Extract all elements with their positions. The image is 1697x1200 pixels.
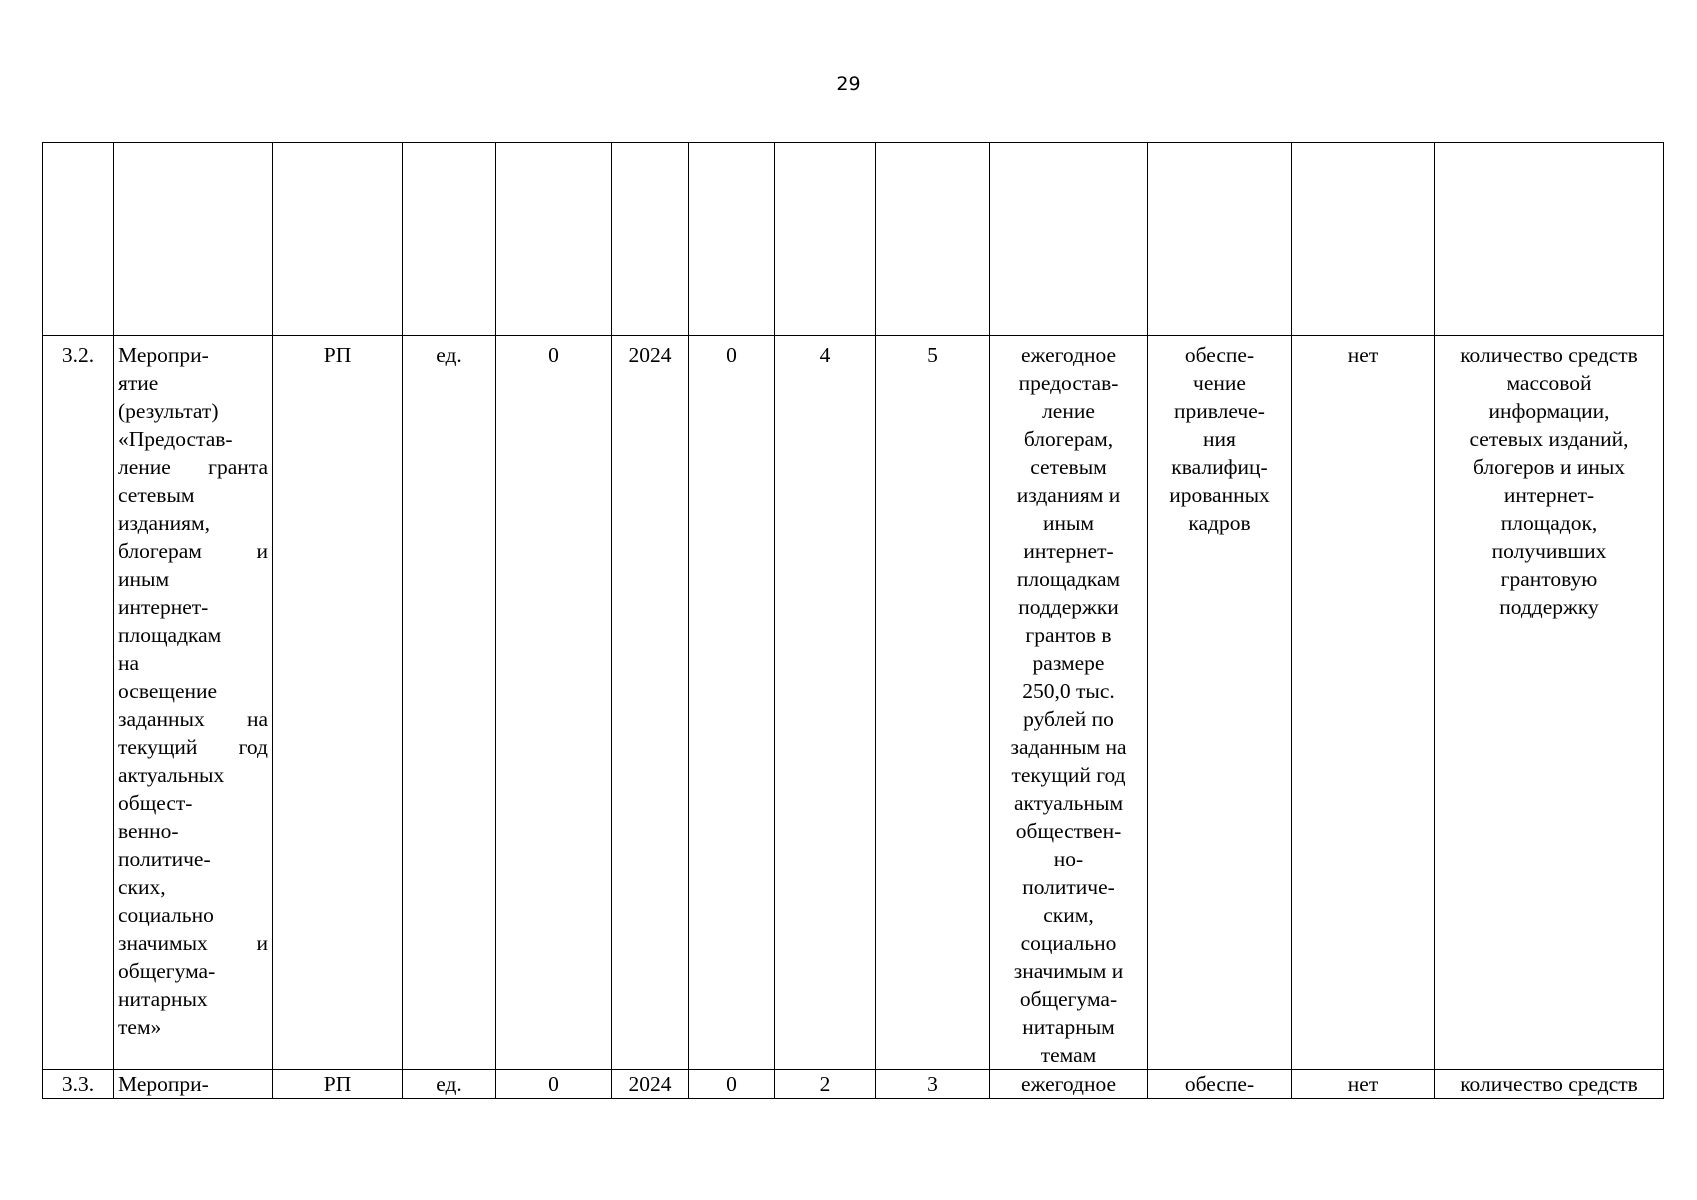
- measure-name-line: социально: [118, 903, 214, 927]
- row-number: 3.3.: [43, 1070, 114, 1099]
- cell-text-line: информации,: [1488, 399, 1610, 423]
- measure-name-line: освещение: [118, 679, 218, 703]
- table-row: [43, 336, 1664, 1070]
- indicator-cell: количество средств: [1435, 1070, 1664, 1099]
- cell-text-line: обеспе-: [1184, 343, 1255, 367]
- measure-name-line: венно-: [118, 819, 179, 843]
- cell-text-line: блогерам,: [1023, 427, 1114, 451]
- measure-name-line: общест-: [118, 791, 193, 815]
- measure-name-line: изданиям,: [118, 511, 210, 535]
- measure-name-line: текущий год: [118, 735, 268, 759]
- measure-name-line: заданных на: [118, 707, 268, 731]
- measure-name-line: ских,: [118, 875, 166, 899]
- measure-name-line: «Предостав-: [118, 427, 233, 451]
- goal-cell: [1148, 336, 1292, 1070]
- cell-text-line: обществен-: [1015, 819, 1122, 843]
- cell-text-line: актуальным: [1013, 791, 1124, 815]
- cell-text-line: ление: [1042, 399, 1095, 423]
- cell-text-line: грантов в: [1025, 623, 1112, 647]
- cell-text-line: количество средств: [1460, 343, 1638, 367]
- cell-text-line: сетевых изданий,: [1469, 427, 1629, 451]
- cell-text-line: ежегодное: [1020, 343, 1117, 367]
- value-2026-cell: 4: [775, 336, 876, 1070]
- cell-text-line: изданиям и: [1016, 483, 1121, 507]
- measure-name-line: политиче-: [118, 847, 211, 871]
- cell-text-line: размере: [1032, 651, 1105, 675]
- measure-name-line: Меропри-: [118, 343, 209, 367]
- measure-name-line: ятие: [118, 371, 159, 395]
- description-cell: [990, 336, 1148, 1070]
- cell-text-line: 250,0 тыс.: [1022, 679, 1115, 703]
- measure-name-line: иным: [118, 567, 170, 591]
- cell-text-line: ским,: [1043, 903, 1094, 927]
- cell-text-line: значимым и: [1013, 959, 1124, 983]
- cell-text-line: сетевым: [1030, 455, 1107, 479]
- measure-name-line: сетевым: [118, 483, 195, 507]
- value-2026-cell: 2: [775, 1070, 876, 1099]
- base-value-cell: 0: [496, 1070, 612, 1099]
- indicator-cell: [1435, 336, 1664, 1070]
- cell-text-line: предостав-: [1018, 371, 1119, 395]
- level-cell: РП: [273, 1070, 403, 1099]
- cell-text-line: поддержки: [1018, 595, 1119, 619]
- measure-name-line: интернет-: [118, 595, 209, 619]
- cell-text-line: привлече-: [1174, 399, 1265, 423]
- goal-cell: обеспе-: [1148, 1070, 1292, 1099]
- cell-text-line: темам: [1040, 1043, 1097, 1067]
- cell-text-line: получивших: [1491, 539, 1607, 563]
- cell-text-line: иным: [1042, 511, 1095, 535]
- measure-name-line: ление гранта: [118, 455, 268, 479]
- measure-name-line: блогерам и: [118, 539, 268, 563]
- cell-text-line: текущий год: [1011, 763, 1126, 787]
- cell-text-line: ированных: [1169, 483, 1270, 507]
- measure-name-line: актуальных: [118, 763, 225, 787]
- indicators-table: [42, 142, 1664, 1099]
- cell-text-line: интернет-: [1023, 539, 1114, 563]
- measure-name-line: на: [118, 651, 140, 675]
- cell-text-line: массовой: [1506, 371, 1592, 395]
- cell-text-line: поддержку: [1499, 595, 1599, 619]
- cell-text-line: площадок,: [1500, 511, 1598, 535]
- row-number: 3.2.: [43, 336, 114, 1070]
- cell-text-line: общегума-: [1019, 987, 1118, 1011]
- cell-text-line: нитарным: [1022, 1015, 1115, 1039]
- cell-text-line: рублей по: [1023, 707, 1114, 731]
- cell-text-line: кадров: [1188, 511, 1251, 535]
- measure-name-line: нитарных: [118, 987, 208, 1011]
- unit-cell: ед.: [403, 336, 496, 1070]
- measure-name-line: тем»: [118, 1015, 162, 1039]
- table-row: [43, 1070, 1664, 1099]
- cell-text-line: интернет-: [1503, 483, 1595, 507]
- flag-cell: нет: [1292, 1070, 1435, 1099]
- description-cell: ежегодное: [990, 1070, 1148, 1099]
- value-2027-cell: 3: [876, 1070, 990, 1099]
- measure-name: [114, 336, 273, 1070]
- cell-text-line: чение: [1193, 371, 1246, 395]
- cell-text-line: ния: [1203, 427, 1236, 451]
- value-2027-cell: 5: [876, 336, 990, 1070]
- cell-text-line: площадкам: [1016, 567, 1121, 591]
- cell-text-line: но-: [1053, 847, 1084, 871]
- cell-text-line: социально: [1020, 931, 1117, 955]
- base-year-cell: 2024: [612, 1070, 689, 1099]
- measure-name-line: площадкам: [118, 623, 222, 647]
- measure-name-line: (результат): [118, 399, 219, 423]
- base-year-cell: 2024: [612, 336, 689, 1070]
- measure-name-line: общегума-: [118, 959, 216, 983]
- cell-text-line: политиче-: [1022, 875, 1115, 899]
- cell-text-line: блогеров и иных: [1472, 455, 1626, 479]
- flag-cell: нет: [1292, 336, 1435, 1070]
- level-cell: РП: [273, 336, 403, 1070]
- cell-text-line: заданным на: [1010, 735, 1127, 759]
- value-2025-cell: 0: [689, 336, 775, 1070]
- value-2025-cell: 0: [689, 1070, 775, 1099]
- cell-text-line: квалифиц-: [1171, 455, 1268, 479]
- table-row-continued: [43, 143, 1664, 336]
- measure-name-line: значимых и: [118, 931, 268, 955]
- page-number: 29: [836, 73, 861, 95]
- measure-name: Меропри-: [114, 1070, 273, 1099]
- base-value-cell: 0: [496, 336, 612, 1070]
- cell-text-line: грантовую: [1500, 567, 1598, 591]
- unit-cell: ед.: [403, 1070, 496, 1099]
